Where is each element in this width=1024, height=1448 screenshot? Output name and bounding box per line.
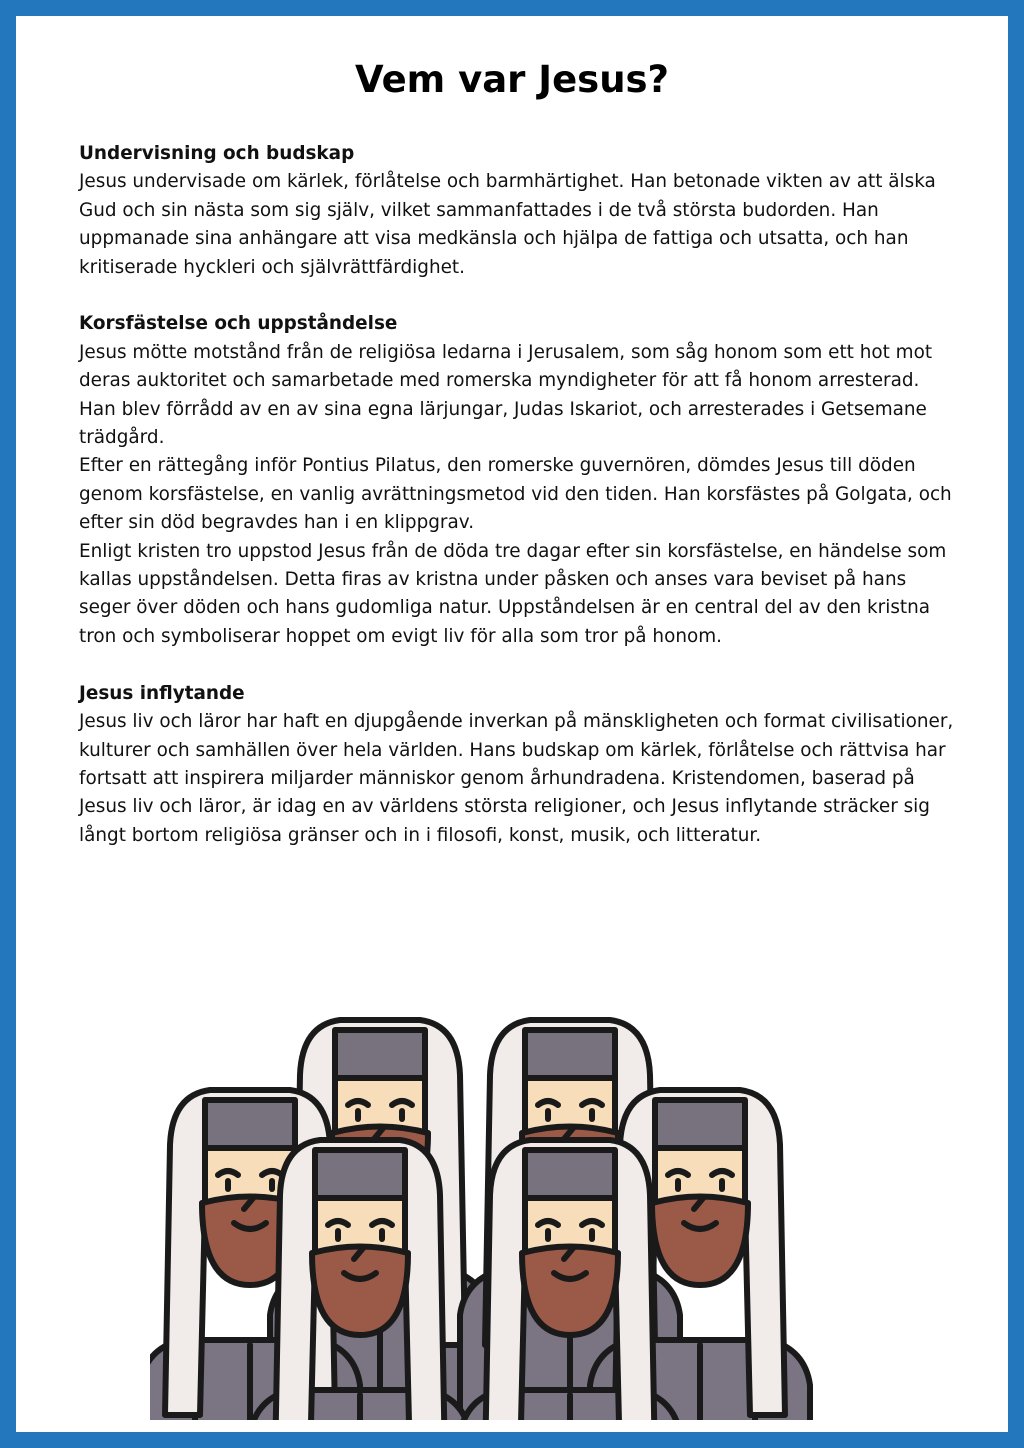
section-paragraph: Enligt kristen tro uppstod Jesus från de döda tre dagar efter sin korsfästelse, en händelse som kallas uppståndelsen. Detta firas av kristna under påsken och anses vara beviset på hans seger över döden och hans gudomliga natur. Uppståndelsen är en central del av den kristna tron och symboliserar hoppet om evigt liv för alla som tror på honom. [79, 540, 947, 647]
page-title: Vem var Jesus? [354, 58, 670, 101]
section-paragraph: Jesus undervisade om kärlek, förlåtelse och barmhärtighet. Han betonade vikten av att älska Gud och sin nästa som sig själv, vilket sammanfattades i de två största budorden. Han uppmanade sina anhängare att visa medkänsla och hjälpa de fattiga och utsatta, och han kritiserade hyckleri och självrättfärdighet. [79, 171, 936, 278]
section-influence [79, 680, 959, 850]
document-body [79, 140, 959, 879]
section-paragraph: Efter en rättegång inför Pontius Pilatus, den romerske guvernören, dömdes Jesus till döden genom korsfästelse, en vanlig avrättningsmetod vid den tiden. Han korsfästes på Golgata, och efter sin död begravdes han i en klippgrav. [79, 455, 952, 534]
section-teaching [79, 140, 959, 282]
section-heading: Jesus inflytande [79, 682, 245, 704]
section-paragraph: Jesus liv och läror har haft en djupgående inverkan på mänskligheten och format civilisationer, kulturer och samhällen över hela världen. Hans budskap om kärlek, förlåtelse och rättvisa har fortsatt att inspirera miljarder människor genom århundradena. Kristendomen, baserad på Jesus liv och läror, är idag en av världens största religioner, och Jesus inflytande sträcker sig långt bortom religiösa gränser och in i filosofi, konst, musik, och litteratur. [79, 711, 954, 846]
section-crucifixion [79, 310, 959, 651]
section-heading: Korsfästelse och uppståndelse [79, 313, 398, 335]
group-illustration [150, 1000, 850, 1420]
section-paragraph: Jesus mötte motstånd från de religiösa ledarna i Jerusalem, som såg honom som ett hot mot deras auktoritet och samarbetade med romerska myndigheter för att få honom arresterad. Han blev förrådd av en av sina egna lärjungar, Judas Iskariot, och arresterades i Getsemane trädgård. [79, 341, 933, 449]
section-heading: Undervisning och budskap [79, 143, 355, 164]
